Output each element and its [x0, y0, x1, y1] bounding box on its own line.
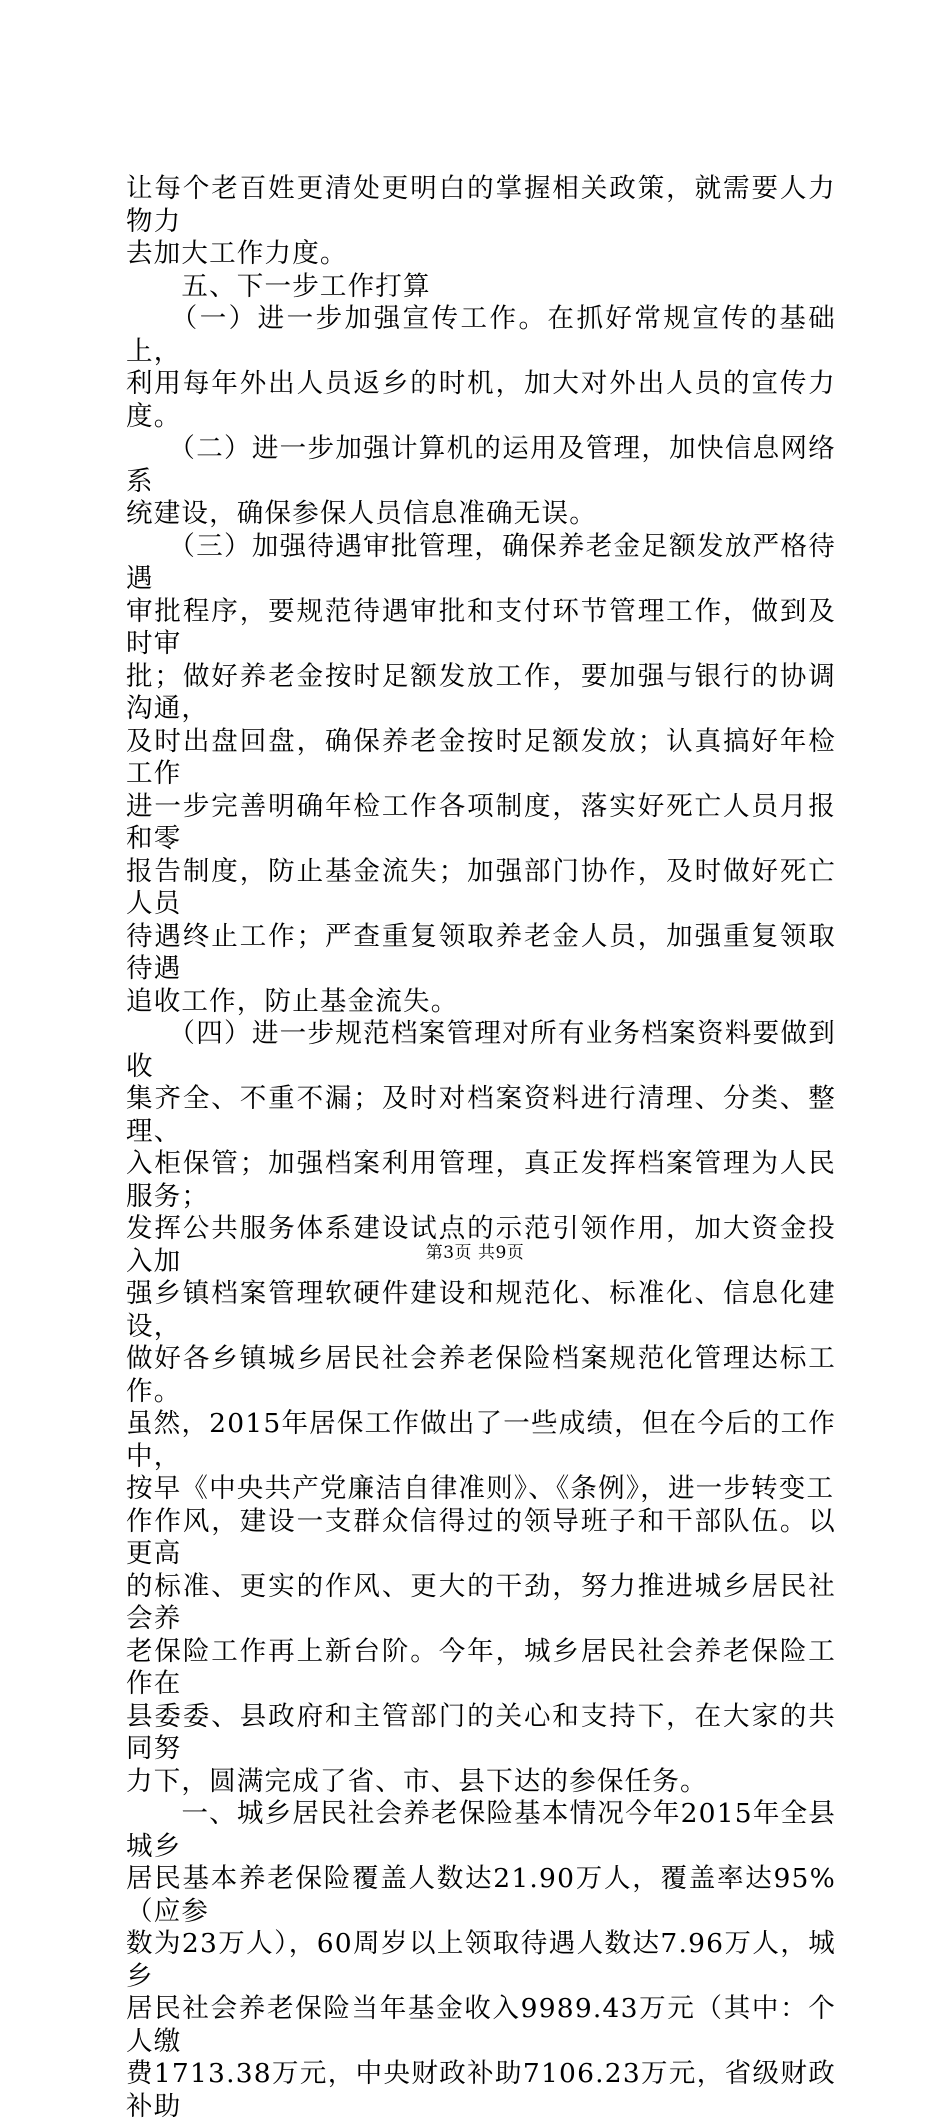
text-line: 发挥公共服务体系建设试点的示范引领作用，加大资金投入加	[126, 1213, 836, 1277]
text-line: 居民社会养老保险当年基金收入9989.43万元（其中：个人缴	[126, 1993, 836, 2057]
text-line: （三）加强待遇审批管理，确保养老金足额发放严格待遇	[126, 530, 836, 594]
text-line: 及时出盘回盘，确保养老金按时足额发放；认真搞好年检工作	[126, 725, 836, 789]
text-line: 集齐全、不重不漏；及时对档案资料进行清理、分类、整理、	[126, 1083, 836, 1147]
document-body	[126, 173, 836, 2123]
text-line: 县委委、县政府和主管部门的关心和支持下，在大家的共同努	[126, 1700, 836, 1764]
text-line: 待遇终止工作；严查重复领取养老金人员，加强重复领取待遇	[126, 920, 836, 984]
text-line: 作作风，建设一支群众信得过的领导班子和干部队伍。以更高	[126, 1505, 836, 1569]
text-line: （一）进一步加强宣传工作。在抓好常规宣传的基础上，	[126, 303, 836, 367]
text-line: 报告制度，防止基金流失；加强部门协作，及时做好死亡人员	[126, 855, 836, 919]
text-line: 入柜保管；加强档案利用管理，真正发挥档案管理为人民服务；	[126, 1148, 836, 1212]
text-line: 追收工作，防止基金流失。	[126, 985, 459, 1017]
page-footer	[0, 1242, 950, 1264]
text-line: 让每个老百姓更清处更明白的掌握相关政策，就需要人力物力	[126, 173, 836, 237]
text-line: 按早《中央共产党廉洁自律准则》、《条例》，进一步转变工	[126, 1473, 835, 1504]
text-line: 虽然，2015年居保工作做出了一些成绩，但在今后的工作中，	[126, 1408, 836, 1472]
text-line: 居民基本养老保险覆盖人数达21.90万人，覆盖率达95%（应参	[126, 1863, 836, 1927]
text-line: 的标准、更实的作风、更大的干劲，努力推进城乡居民社会养	[126, 1570, 836, 1634]
text-line: 做好各乡镇城乡居民社会养老保险档案规范化管理达标工作。	[126, 1343, 836, 1407]
text-line: 数为23万人），60周岁以上领取待遇人数达7.96万人，城乡	[126, 1928, 836, 1992]
text-line: （四）进一步规范档案管理对所有业务档案资料要做到收	[126, 1018, 836, 1082]
text-line: 进一步完善明确年检工作各项制度，落实好死亡人员月报和零	[126, 790, 836, 854]
text-line: 批；做好养老金按时足额发放工作，要加强与银行的协调沟通，	[126, 660, 836, 724]
text-line: （二）进一步加强计算机的运用及管理，加快信息网络系	[126, 433, 836, 497]
text-line: 强乡镇档案管理软硬件建设和规范化、标准化、信息化建设，	[126, 1278, 836, 1342]
section-heading: 五、下一步工作打算	[126, 270, 431, 302]
text-line: 一、城乡居民社会养老保险基本情况今年2015年全县城乡	[126, 1798, 836, 1862]
text-line: 费1713.38万元，中央财政补助7106.23万元，省级财政补助	[126, 2058, 836, 2122]
text-line: 老保险工作再上新台阶。今年，城乡居民社会养老保险工作在	[126, 1635, 836, 1699]
text-line: 审批程序，要规范待遇审批和支付环节管理工作，做到及时审	[126, 595, 836, 659]
text-line: 统建设，确保参保人员信息准确无误。	[126, 498, 597, 529]
text-line: 去加大工作力度。	[126, 238, 348, 269]
page-number-label: 第3页 共9页	[425, 1243, 525, 1263]
text-line: 力下，圆满完成了省、市、县下达的参保任务。	[126, 1765, 708, 1797]
text-line: 利用每年外出人员返乡的时机，加大对外出人员的宣传力度。	[126, 368, 836, 432]
